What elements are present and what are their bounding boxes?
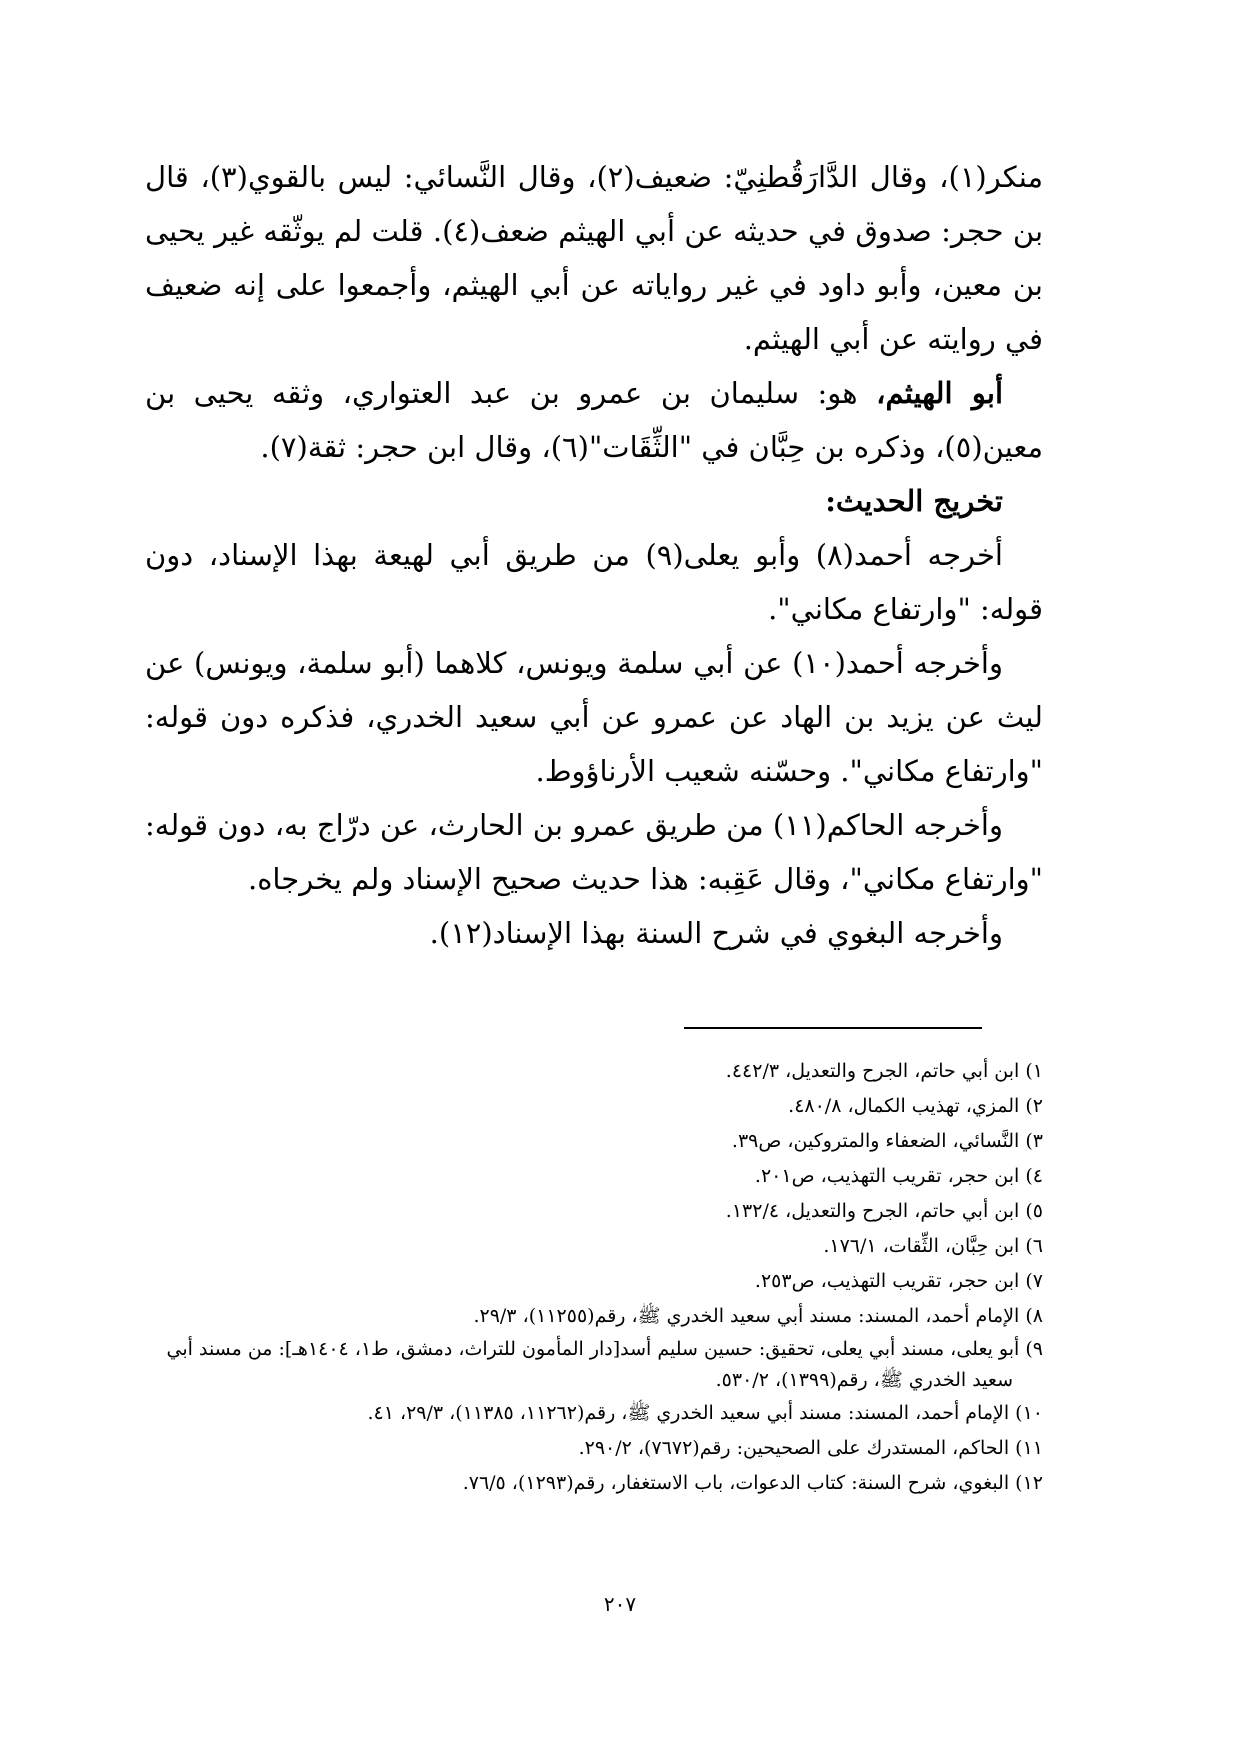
paragraph-2-lead: أبو الهيثم، [876,376,1003,410]
main-text [145,150,1043,960]
paragraph-1: منكر(١)، وقال الدَّارَقُطنِيّ: ضعيف(٢)، وقال النَّسائي: ليس بالقوي(٣)، قال بن حجر: صدوق في حديثه عن أبي الهيثم ضعف(٤). قلت لم يوثّقه غير يحيى بن معين، وأبو داود في غير رواياته عن أبي الهيثم، وأجمعوا على إنه ضعيف في روايته عن أبي الهيثم. [145,160,1044,356]
footnote: ١٢) البغوي، شرح السنة: كتاب الدعوات، باب الاستغفار، رقم(١٢٩٣)، ٧٦/٥. [462,1472,1043,1494]
footnote: ٥) ابن أبي حاتم، الجرح والتعديل، ١٣٢/٤. [725,1200,1043,1222]
paragraph-2 [145,366,1043,474]
page-number: ٢٠٧ [603,1592,637,1616]
paragraph-5: وأخرجه الحاكم(١١) من طريق عمرو بن الحارث، عن درّاج به، دون قوله: "وارتفاع مكاني"، وقال عَقِبه: هذا حديث صحيح الإسناد ولم يخرجاه. [145,808,1043,896]
footnotes [150,1054,1043,1501]
paragraph-2-body: هو: سليمان بن عمرو بن عبد العتواري، وثقه يحيى بن معين(٥)، وذكره بن حِبَّان في "الثِّقَات"(٦)، وقال ابن حجر: ثقة(٧). [145,376,1043,464]
footnote: ١) ابن أبي حاتم، الجرح والتعديل، ٤٤٢/٣. [725,1060,1043,1082]
footnote: ٤) ابن حجر، تقريب التهذيب، ص٢٠١. [754,1165,1043,1187]
footnote: ٢) المزي، تهذيب الكمال، ٤٨٠/٨. [788,1095,1043,1117]
footnote: ٣) النَّسائي، الضعفاء والمتروكين، ص٣٩. [731,1130,1043,1152]
footnote: ٧) ابن حجر، تقريب التهذيب، ص٢٥٣. [754,1270,1043,1292]
footnote: ٦) ابن حِبَّان، الثِّقات، ١٧٦/١. [823,1235,1043,1257]
paragraph-6: وأخرجه البغوي في شرح السنة بهذا الإسناد(١٢). [429,916,1003,950]
footnote: ٨) الإمام أحمد، المسند: مسند أبي سعيد الخدري ﷺ، رقم(١١٢٥٥)، ٢٩/٣. [473,1305,1043,1327]
section-heading: تخريج الحديث: [825,484,1003,518]
footnote: ١١) الحاكم، المستدرك على الصحيحين: رقم(٧٦٧٢)، ٢٩٠/٢. [578,1437,1043,1459]
footnote-separator [684,1027,982,1029]
footnote: ٩) أبو يعلى، مسند أبي يعلى، تحقيق: حسين سليم أسد[دار المأمون للتراث، دمشق، ط١، ١٤٠٤هـ]: من مسند أبي سعيد الخدري ﷺ، رقم(١٣٩٩)، ٥٣٠/٢. [166,1338,1043,1391]
paragraph-4: وأخرجه أحمد(١٠) عن أبي سلمة ويونس، كلاهما (أبو سلمة، ويونس) عن ليث عن يزيد بن الهاد عن عمرو عن أبي سعيد الخدري، فذكره دون قوله: "وارتفاع مكاني". وحسّنه شعيب الأرناؤوط. [145,646,1043,788]
paragraph-3: أخرجه أحمد(٨) وأبو يعلى(٩) من طريق أبي لهيعة بهذا الإسناد، دون قوله: "وارتفاع مكاني". [145,538,1043,626]
footnote: ١٠) الإمام أحمد، المسند: مسند أبي سعيد الخدري ﷺ، رقم(١١٢٦٢، ١١٣٨٥)، ٢٩/٣، ٤١. [367,1402,1043,1424]
